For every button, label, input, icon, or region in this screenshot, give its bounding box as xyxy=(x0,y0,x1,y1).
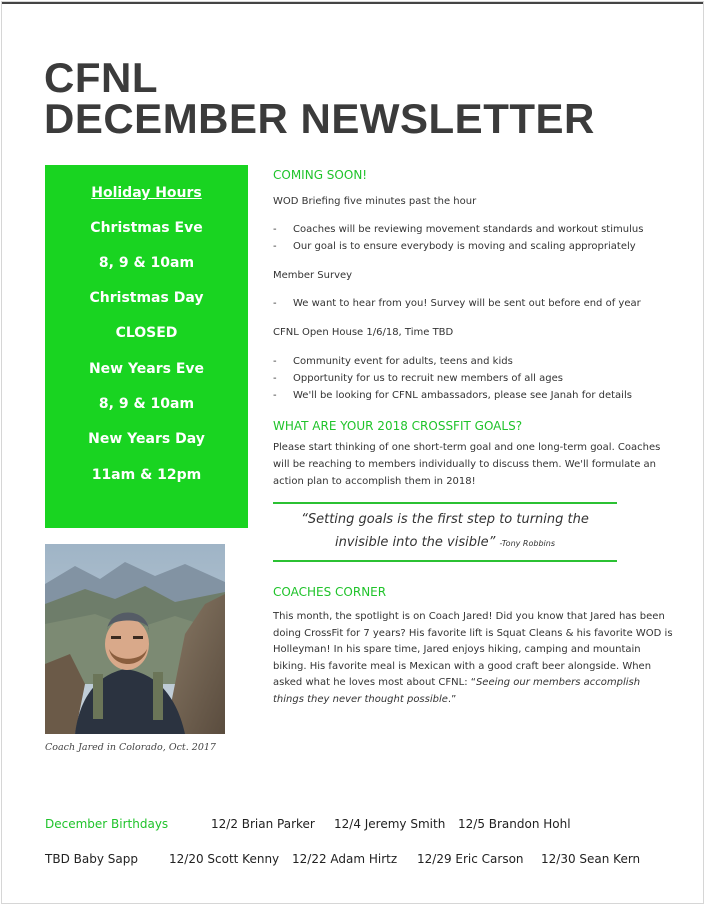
holiday-hours-row: 8, 9 & 10am xyxy=(98,255,195,271)
quote-line-1: “Setting goals is the first step to turning the xyxy=(301,512,589,527)
coaches-text-line: biking. His favorite meal is Mexican with a good craft beer alongside. When xyxy=(273,660,652,672)
member-survey-title: Member Survey xyxy=(273,270,353,281)
coaches-corner xyxy=(273,585,673,708)
quote-line-2 xyxy=(273,531,617,555)
holiday-hours-row: 8, 9 & 10am xyxy=(98,396,195,412)
birthdays-label: December Birthdays xyxy=(45,817,169,831)
birthday-entry: 12/2 Brian Parker xyxy=(211,817,315,831)
birthday-entry: TBD Baby Sapp xyxy=(45,852,138,866)
wod-briefing-title: WOD Briefing five minutes past the hour xyxy=(273,196,477,207)
coaches-text-line: Holleyman! In his spare time, Jared enjoys hiking, camping and mountain xyxy=(273,644,641,655)
quote-rule-top xyxy=(273,502,617,504)
holiday-hours-row: CLOSED xyxy=(115,325,178,341)
coach-photo-image xyxy=(45,544,225,734)
photo-caption: Coach Jared in Colorado, Oct. 2017 xyxy=(45,742,216,753)
holiday-hours-box xyxy=(45,165,248,528)
coach-photo xyxy=(45,544,225,734)
open-house-bullet: - Opportunity for us to recruit new members of all ages xyxy=(273,373,563,384)
holiday-hours-row: New Years Day xyxy=(88,431,205,447)
wod-bullet: - Coaches will be reviewing movement standards and workout stimulus xyxy=(273,224,644,235)
newsletter-title xyxy=(44,54,595,142)
title-line-2: DECEMBER NEWSLETTER xyxy=(44,95,595,142)
holiday-hours-row: Christmas Day xyxy=(89,290,204,306)
coaches-corner-heading: COACHES CORNER xyxy=(273,585,387,599)
survey-bullet: - We want to hear from you! Survey will be sent out before end of year xyxy=(273,298,641,309)
birthday-entry: 12/20 Scott Kenny xyxy=(169,852,280,866)
quote-line-2-text: invisible into the visible” xyxy=(335,535,496,550)
birthday-entry: 12/29 Eric Carson xyxy=(417,852,524,866)
birthday-entry: 12/22 Adam Hirtz xyxy=(292,852,398,866)
quote-rule-bottom xyxy=(273,560,617,562)
wod-bullet: - Our goal is to ensure everybody is moving and scaling appropriately xyxy=(273,241,636,252)
goals-text-line: will be reaching to members individually to discuss them. We'll formulate an xyxy=(273,459,656,470)
birthday-entry: 12/5 Brandon Hohl xyxy=(458,817,571,831)
top-border xyxy=(2,2,703,4)
coaches-text-line: asked what he loves most about CFNL: “Seeing our members accomplish xyxy=(273,677,641,688)
title-line-1: CFNL xyxy=(44,54,158,101)
holiday-hours-heading: Holiday Hours xyxy=(91,185,202,201)
coming-soon-heading: COMING SOON! xyxy=(273,168,368,182)
quote-author: -Tony Robbins xyxy=(499,539,555,548)
holiday-hours-row: New Years Eve xyxy=(88,361,205,377)
birthday-entry: 12/30 Sean Kern xyxy=(541,852,641,866)
birthday-entry: 12/4 Jeremy Smith xyxy=(334,817,446,831)
holiday-hours-row: Christmas Eve xyxy=(90,220,203,236)
newsletter-page xyxy=(1,1,704,904)
coaches-text-line: doing CrossFit for 7 years? His favorite lift is Squat Cleans & his favorite WOD is xyxy=(273,627,673,639)
coaches-text-line: things they never thought possible.” xyxy=(273,693,457,705)
goals-heading: WHAT ARE YOUR 2018 CROSSFIT GOALS? xyxy=(273,419,523,433)
quote-block xyxy=(273,502,617,562)
holiday-hours-row: 11am & 12pm xyxy=(91,467,202,483)
coaches-text-line: This month, the spotlight is on Coach Jared! Did you know that Jared has been xyxy=(273,611,665,622)
open-house-bullet: - We'll be looking for CFNL ambassadors, please see Janah for details xyxy=(273,390,632,401)
goals-text-line: action plan to accomplish them in 2018! xyxy=(273,476,476,487)
open-house-title: CFNL Open House 1/6/18, Time TBD xyxy=(273,327,454,338)
goals-text-line: Please start thinking of one short-term goal and one long-term goal. Coaches xyxy=(273,442,661,453)
open-house-bullet: - Community event for adults, teens and kids xyxy=(273,356,513,367)
